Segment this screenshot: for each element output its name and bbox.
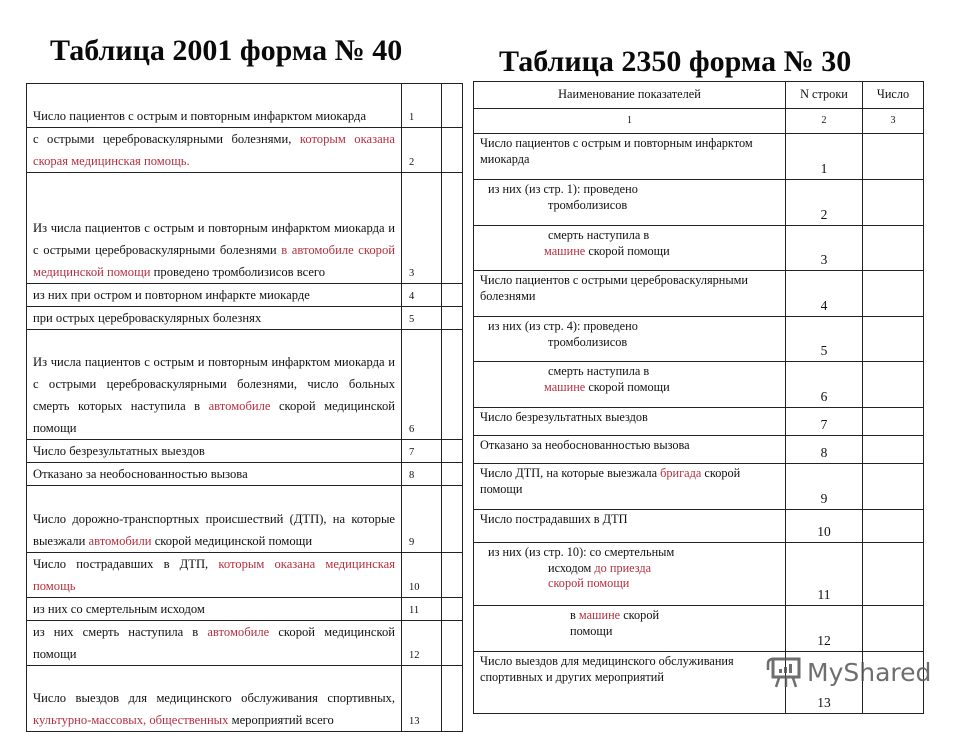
form-30-table	[473, 81, 924, 714]
indicator-name	[474, 362, 786, 408]
text-segment: скорой помощи	[480, 466, 741, 496]
value-cell[interactable]	[863, 464, 924, 510]
table-row	[474, 408, 924, 436]
highlighted-text: автомобили	[88, 534, 152, 548]
table-row	[27, 598, 463, 621]
highlighted-text: машине	[578, 608, 621, 622]
table-row	[474, 606, 924, 652]
text-segment: скорой медицинской помощи	[33, 399, 395, 435]
row-number: 2	[786, 180, 863, 226]
table-row	[27, 486, 463, 553]
text-segment: из них при остром и повторном инфаркте миокарде	[33, 288, 310, 302]
indicator-name	[474, 652, 786, 714]
table-row	[27, 84, 463, 128]
highlighted-text: автомобиле	[208, 399, 271, 413]
value-cell[interactable]	[442, 284, 463, 307]
text-segment: исходом	[548, 560, 595, 575]
text-segment: из них (из стр. 4): проведено	[488, 319, 638, 333]
value-cell[interactable]	[442, 84, 463, 128]
text-segment: смерть наступила в	[548, 228, 650, 242]
indicator-name	[474, 134, 786, 180]
row-number: 5	[786, 317, 863, 362]
indicator-name	[474, 543, 786, 606]
text-segment: Число ДТП, на которые выезжала	[480, 466, 661, 480]
row-number: 9	[786, 464, 863, 510]
indicator-name	[474, 436, 786, 464]
value-cell[interactable]	[863, 436, 924, 464]
value-cell[interactable]	[442, 173, 463, 284]
value-cell[interactable]	[863, 606, 924, 652]
indicator-name	[474, 606, 786, 652]
table-row	[474, 271, 924, 317]
presentation-board-icon	[767, 656, 803, 688]
value-cell[interactable]	[442, 307, 463, 330]
watermark-text: MyShared	[807, 657, 932, 687]
text-segment: при острых цереброваскулярных болезнях	[33, 311, 262, 325]
value-cell[interactable]	[863, 408, 924, 436]
value-cell[interactable]	[442, 463, 463, 486]
value-cell[interactable]	[863, 362, 924, 408]
text-segment: тромболизисов	[548, 334, 628, 349]
text-segment: тромболизисов	[548, 197, 628, 212]
highlighted-text: машине	[544, 379, 586, 394]
table-row	[27, 463, 463, 486]
row-number: 13	[402, 666, 442, 732]
value-cell[interactable]	[863, 180, 924, 226]
table-row	[474, 543, 924, 606]
indicator-name	[27, 84, 402, 128]
table-row	[474, 464, 924, 510]
table-row	[27, 284, 463, 307]
right-table-title: Таблица 2350 форма № 30	[499, 45, 852, 78]
value-cell[interactable]	[442, 666, 463, 732]
value-cell[interactable]	[442, 598, 463, 621]
table-row	[27, 666, 463, 732]
indicator-name	[27, 666, 402, 732]
indicator-name	[474, 180, 786, 226]
indicator-name	[27, 621, 402, 666]
indicator-name	[474, 464, 786, 510]
text-segment: с острыми цереброваскулярными болезнями,	[33, 132, 300, 146]
indicator-name	[474, 271, 786, 317]
text-segment: смерть наступила в	[548, 364, 650, 378]
table-row	[27, 173, 463, 284]
indicator-name	[27, 173, 402, 284]
myshared-watermark	[767, 656, 931, 688]
text-segment: Число пациентов с острым и повторным инфарктом миокарда	[480, 136, 753, 166]
value-cell[interactable]	[863, 317, 924, 362]
row-number: 7	[786, 408, 863, 436]
table-row	[474, 226, 924, 271]
table-row	[27, 553, 463, 598]
text-segment: скорой помощи	[585, 243, 670, 258]
text-segment: скорой медицинской помощи	[151, 534, 313, 548]
text-segment: Число пострадавших в ДТП	[480, 512, 628, 526]
text-segment: в	[570, 608, 579, 622]
form-40-table	[26, 83, 463, 732]
value-cell[interactable]	[442, 440, 463, 463]
value-cell[interactable]	[863, 226, 924, 271]
text-segment: Из числа пациентов с острым и повторным инфарктом миокарда и с острыми цереброваскулярными болезнями	[33, 221, 395, 257]
text-segment: из них (из стр. 1): проведено	[488, 182, 638, 196]
indicator-name	[474, 317, 786, 362]
row-number: 6	[402, 330, 442, 440]
table-row	[27, 440, 463, 463]
indicator-name	[27, 307, 402, 330]
text-segment: Число безрезультатных выездов	[33, 444, 205, 458]
table-row	[474, 317, 924, 362]
highlighted-text: которым оказана скорая медицинская помощь.	[33, 132, 395, 168]
row-number: 11	[402, 598, 442, 621]
table-row	[27, 307, 463, 330]
text-segment: Из числа пациентов с острым и повторным инфарктом миокарда и с острыми цереброваскулярными болезнями, число больных смерть которых наступила в	[33, 355, 395, 413]
text-segment: Отказано за необоснованностью вызова	[480, 438, 690, 452]
header-indicator-name: Наименование показателей	[474, 82, 786, 109]
row-number: 8	[402, 463, 442, 486]
row-number: 13	[786, 652, 863, 714]
table-row	[474, 134, 924, 180]
column-number: 3	[863, 109, 924, 134]
row-number: 10	[402, 553, 442, 598]
value-cell[interactable]	[442, 553, 463, 598]
indicator-name	[474, 408, 786, 436]
text-segment: из них со смертельным исходом	[33, 602, 205, 616]
row-number: 2	[402, 128, 442, 173]
text-segment: Число выездов для медицинского обслуживания спортивных,	[33, 691, 395, 705]
indicator-name	[27, 128, 402, 173]
indicator-name	[27, 330, 402, 440]
row-number: 6	[786, 362, 863, 408]
text-segment: скорой помощи	[585, 379, 670, 394]
table-row	[27, 621, 463, 666]
row-number: 12	[786, 606, 863, 652]
highlighted-text: машине	[544, 243, 586, 258]
value-cell[interactable]	[442, 330, 463, 440]
row-number: 10	[786, 510, 863, 543]
indicator-name	[27, 463, 402, 486]
value-cell[interactable]	[863, 510, 924, 543]
row-number: 5	[402, 307, 442, 330]
header-row-number: N строки	[786, 82, 863, 109]
table-row	[27, 128, 463, 173]
text-segment: Число безрезультатных выездов	[480, 410, 648, 424]
table-row	[474, 180, 924, 226]
text-segment: мероприятий всего	[228, 713, 334, 727]
row-number: 1	[402, 84, 442, 128]
text-segment: проведено тромболизисов всего	[150, 265, 326, 279]
highlighted-text: автомобиле	[207, 625, 270, 639]
indicator-name	[474, 510, 786, 543]
value-cell[interactable]	[442, 621, 463, 666]
text-segment: Число выездов для медицинского обслуживания спортивных и других мероприятий	[480, 654, 734, 684]
text-segment: Число дорожно-транспортных происшествий (ДТП), на которые выезжали	[33, 512, 395, 548]
text-segment: скорой медицинской помощи	[33, 625, 395, 661]
text-segment: Число пострадавших в ДТП,	[33, 557, 219, 571]
row-number: 9	[402, 486, 442, 553]
highlighted-text: в автомобиле скорой медицинской помощи	[33, 243, 395, 279]
indicator-name	[27, 284, 402, 307]
row-number: 7	[402, 440, 442, 463]
row-number: 11	[786, 543, 863, 606]
indicator-name	[27, 440, 402, 463]
header-value: Число	[863, 82, 924, 109]
highlighted-text: культурно-массовых, общественных	[33, 713, 229, 727]
indicator-name	[27, 598, 402, 621]
table-row	[474, 362, 924, 408]
highlighted-text: которым оказана медицинская помощь	[33, 557, 396, 593]
column-number: 2	[786, 109, 863, 134]
indicator-name	[27, 486, 402, 553]
row-number: 12	[402, 621, 442, 666]
value-cell[interactable]	[863, 134, 924, 180]
highlighted-text: бригада	[660, 466, 702, 480]
row-number: 3	[786, 226, 863, 271]
text-segment: Число пациентов с острым и повторным инфарктом миокарда	[33, 109, 367, 123]
table-row	[27, 330, 463, 440]
left-table-title: Таблица 2001 форма № 40	[50, 34, 403, 67]
text-segment: Отказано за необоснованностью вызова	[33, 467, 248, 481]
value-cell[interactable]	[863, 543, 924, 606]
highlighted-text: до приезда скорой помощи	[548, 560, 652, 590]
row-number: 3	[402, 173, 442, 284]
row-number: 1	[786, 134, 863, 180]
column-number: 1	[474, 109, 786, 134]
row-number: 4	[402, 284, 442, 307]
indicator-name	[27, 553, 402, 598]
text-segment: Число пациентов с острыми цереброваскулярными болезнями	[480, 273, 748, 303]
text-segment: из них смерть наступила в	[33, 625, 208, 639]
row-number: 4	[786, 271, 863, 317]
value-cell[interactable]	[442, 486, 463, 553]
text-segment: из них (из стр. 10): со смертельным	[488, 545, 675, 559]
value-cell[interactable]	[442, 128, 463, 173]
indicator-name	[474, 226, 786, 271]
column-number-row	[474, 109, 924, 134]
table-row	[474, 510, 924, 543]
row-number: 8	[786, 436, 863, 464]
value-cell[interactable]	[863, 271, 924, 317]
table-row	[474, 436, 924, 464]
header-row	[474, 82, 924, 109]
text-segment: скорой помощи	[570, 608, 660, 638]
